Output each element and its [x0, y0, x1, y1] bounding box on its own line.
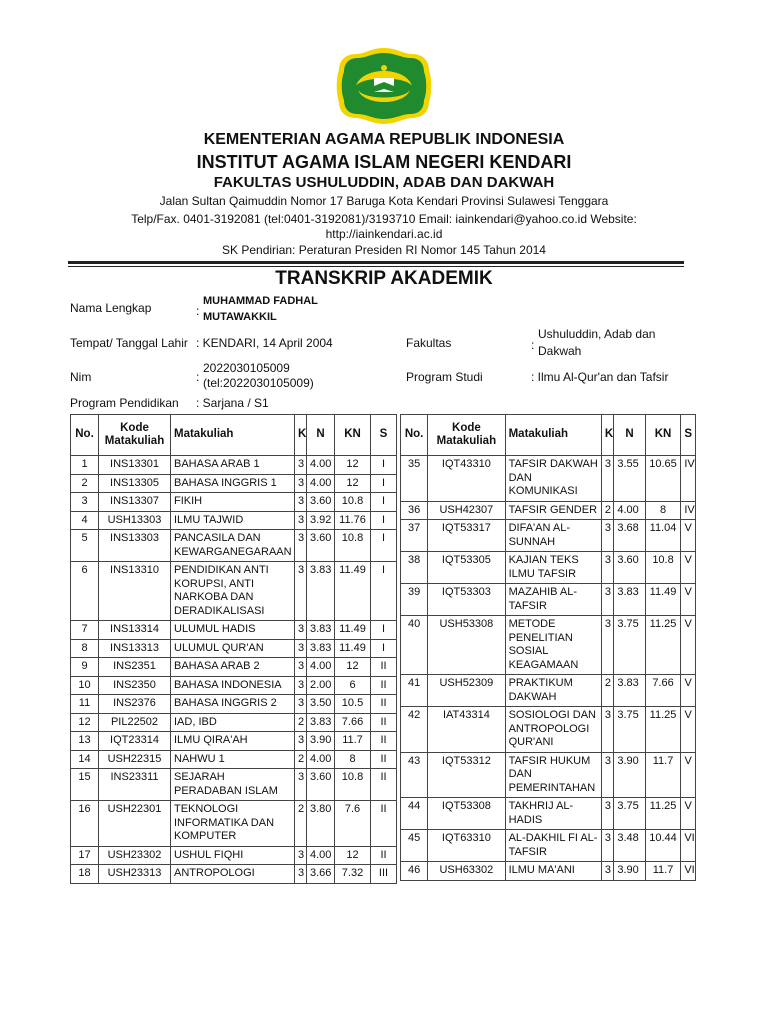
table-row [71, 676, 397, 695]
cell-mk: ILMU TAJWID [171, 511, 295, 530]
faculty-label: Fakultas [406, 336, 452, 350]
cell-no: 5 [71, 530, 99, 562]
cell-k: 3 [295, 456, 307, 475]
cell-mk: ILMU QIRA'AH [171, 732, 295, 751]
cell-no: 6 [71, 562, 99, 621]
cell-kode: INS13307 [99, 493, 171, 512]
faculty-value-line2: Dakwah [538, 344, 582, 358]
cell-no: 4 [71, 511, 99, 530]
birth-label: Tempat/ Tanggal Lahir [70, 336, 188, 350]
cell-kn: 11.49 [335, 562, 371, 621]
cell-n: 3.83 [307, 639, 335, 658]
cell-s: II [371, 658, 397, 677]
col-no-header: No. [401, 415, 428, 456]
cell-n: 2.00 [307, 676, 335, 695]
name-colon: : [196, 304, 200, 318]
cell-n: 3.75 [614, 616, 645, 675]
cell-n: 4.00 [307, 456, 335, 475]
table-row [71, 695, 397, 714]
cell-mk: PRAKTIKUM DAKWAH [505, 675, 601, 707]
cell-no: 13 [71, 732, 99, 751]
cell-k: 3 [295, 530, 307, 562]
cell-kn: 11.25 [645, 616, 681, 675]
table-row [401, 584, 696, 616]
col-kn-header: KN [335, 415, 371, 456]
nim-label: Nim [70, 370, 92, 384]
cell-mk: ILMU MA'ANI [505, 862, 601, 881]
cell-kn: 11.25 [645, 798, 681, 830]
course-table-right [400, 414, 696, 881]
document-title: TRANSKRIP AKADEMIK [275, 268, 493, 289]
cell-no: 46 [401, 862, 428, 881]
name-label: Nama Lengkap [70, 301, 152, 315]
cell-s: II [371, 769, 397, 801]
faculty-value-line1: Ushuluddin, Adab dan [538, 327, 656, 341]
faculty-colon: : [531, 338, 535, 352]
cell-mk: METODE PENELITIAN SOSIAL KEAGAMAAN [505, 616, 601, 675]
cell-no: 8 [71, 639, 99, 658]
table-row [401, 830, 696, 862]
cell-k: 3 [295, 676, 307, 695]
cell-kn: 11.49 [335, 639, 371, 658]
cell-kn: 11.7 [645, 752, 681, 798]
cell-no: 15 [71, 769, 99, 801]
cell-kn: 10.8 [645, 552, 681, 584]
col-kode-header: Kode Matakuliah [428, 415, 505, 456]
cell-n: 4.00 [614, 501, 645, 520]
cell-s: IV [681, 501, 696, 520]
cell-kn: 10.5 [335, 695, 371, 714]
cell-kode: INS2350 [99, 676, 171, 695]
education-value: : Sarjana / S1 [196, 396, 269, 410]
cell-n: 3.50 [307, 695, 335, 714]
table-row [71, 511, 397, 530]
cell-kode: USH23302 [99, 846, 171, 865]
cell-no: 3 [71, 493, 99, 512]
cell-kn: 7.66 [645, 675, 681, 707]
col-no-header: No. [71, 415, 99, 456]
cell-no: 45 [401, 830, 428, 862]
cell-kn: 12 [335, 846, 371, 865]
cell-n: 3.83 [307, 562, 335, 621]
cell-k: 3 [295, 562, 307, 621]
cell-n: 3.60 [307, 769, 335, 801]
cell-mk: BAHASA ARAB 1 [171, 456, 295, 475]
cell-n: 3.68 [614, 520, 645, 552]
table-row [71, 750, 397, 769]
cell-n: 3.80 [307, 801, 335, 847]
iain-kendari-logo [334, 46, 434, 126]
cell-n: 3.48 [614, 830, 645, 862]
cell-mk: TEKNOLOGI INFORMATIKA DAN KOMPUTER [171, 801, 295, 847]
table-row [401, 552, 696, 584]
cell-mk: TAKHRIJ AL-HADIS [505, 798, 601, 830]
cell-k: 3 [601, 520, 614, 552]
table-row [71, 474, 397, 493]
table-row [401, 456, 696, 502]
cell-kode: USH52309 [428, 675, 505, 707]
cell-k: 3 [601, 798, 614, 830]
cell-mk: IAD, IBD [171, 713, 295, 732]
cell-n: 3.83 [307, 621, 335, 640]
cell-kode: IQT43310 [428, 456, 505, 502]
cell-no: 10 [71, 676, 99, 695]
cell-no: 36 [401, 501, 428, 520]
cell-s: II [371, 801, 397, 847]
cell-s: V [681, 798, 696, 830]
cell-kn: 7.32 [335, 865, 371, 884]
cell-no: 1 [71, 456, 99, 475]
cell-mk: TAFSIR GENDER [505, 501, 601, 520]
cell-s: I [371, 530, 397, 562]
cell-kn: 10.8 [335, 493, 371, 512]
cell-n: 3.90 [614, 862, 645, 881]
cell-mk: DIFA'AN AL-SUNNAH [505, 520, 601, 552]
header-divider-thin [68, 266, 684, 267]
cell-k: 2 [295, 801, 307, 847]
cell-no: 17 [71, 846, 99, 865]
institute-heading: INSTITUT AGAMA ISLAM NEGERI KENDARI [196, 152, 572, 172]
cell-k: 2 [295, 750, 307, 769]
cell-k: 3 [601, 456, 614, 502]
table-row [401, 862, 696, 881]
cell-mk: PENDIDIKAN ANTI KORUPSI, ANTI NARKOBA DAN DERADIKALISASI [171, 562, 295, 621]
cell-k: 3 [295, 493, 307, 512]
cell-no: 40 [401, 616, 428, 675]
cell-no: 12 [71, 713, 99, 732]
table-row [401, 752, 696, 798]
table-row [401, 501, 696, 520]
table-row [71, 801, 397, 847]
cell-n: 4.00 [307, 658, 335, 677]
table-row [401, 520, 696, 552]
cell-k: 3 [601, 707, 614, 753]
cell-s: III [371, 865, 397, 884]
cell-s: V [681, 752, 696, 798]
cell-kode: PIL22502 [99, 713, 171, 732]
cell-mk: TAFSIR HUKUM DAN PEMERINTAHAN [505, 752, 601, 798]
website-line: http://iainkendari.ac.id [325, 227, 443, 241]
cell-mk: BAHASA INGGRIS 1 [171, 474, 295, 493]
cell-k: 3 [601, 862, 614, 881]
cell-k: 3 [601, 616, 614, 675]
cell-mk: BAHASA ARAB 2 [171, 658, 295, 677]
cell-n: 3.75 [614, 798, 645, 830]
birth-value: : KENDARI, 14 April 2004 [196, 336, 333, 350]
cell-s: V [681, 616, 696, 675]
cell-kn: 10.8 [335, 530, 371, 562]
cell-k: 3 [601, 752, 614, 798]
col-n-header: N [307, 415, 335, 456]
cell-mk: AL-DAKHIL FI AL-TAFSIR [505, 830, 601, 862]
cell-kn: 12 [335, 456, 371, 475]
cell-kode: INS13301 [99, 456, 171, 475]
cell-no: 18 [71, 865, 99, 884]
cell-k: 2 [601, 675, 614, 707]
table-row [71, 639, 397, 658]
cell-kn: 10.44 [645, 830, 681, 862]
nim-value-line1: 2022030105009 [203, 361, 290, 375]
col-s-header: S [681, 415, 696, 456]
cell-no: 42 [401, 707, 428, 753]
table-row [71, 713, 397, 732]
header-divider-thick [68, 261, 684, 264]
cell-n: 3.92 [307, 511, 335, 530]
cell-s: V [681, 584, 696, 616]
cell-s: V [681, 675, 696, 707]
cell-n: 3.60 [307, 530, 335, 562]
cell-kode: USH22315 [99, 750, 171, 769]
cell-mk: SOSIOLOGI DAN ANTROPOLOGI QUR'ANI [505, 707, 601, 753]
cell-s: I [371, 621, 397, 640]
cell-n: 3.83 [614, 584, 645, 616]
cell-mk: NAHWU 1 [171, 750, 295, 769]
cell-kode: IQT53305 [428, 552, 505, 584]
cell-k: 2 [601, 501, 614, 520]
cell-k: 3 [295, 474, 307, 493]
cell-kn: 7.66 [335, 713, 371, 732]
cell-mk: BAHASA INGGRIS 2 [171, 695, 295, 714]
cell-s: II [371, 676, 397, 695]
address-line: Jalan Sultan Qaimuddin Nomor 17 Baruga Kota Kendari Provinsi Sulawesi Tenggara [159, 194, 609, 208]
cell-k: 3 [601, 552, 614, 584]
cell-no: 39 [401, 584, 428, 616]
cell-s: VI [681, 830, 696, 862]
cell-k: 3 [295, 511, 307, 530]
col-matakuliah-header: Matakuliah [171, 415, 295, 456]
col-n-header: N [614, 415, 645, 456]
student-name-line1: MUHAMMAD FADHAL [203, 295, 318, 307]
cell-kode: INS13310 [99, 562, 171, 621]
cell-mk: SEJARAH PERADABAN ISLAM [171, 769, 295, 801]
cell-s: I [371, 562, 397, 621]
cell-kode: USH22301 [99, 801, 171, 847]
cell-kode: INS23311 [99, 769, 171, 801]
cell-kn: 7.6 [335, 801, 371, 847]
cell-kode: INS13303 [99, 530, 171, 562]
cell-n: 3.66 [307, 865, 335, 884]
program-value: : Ilmu Al-Qur'an dan Tafsir [531, 370, 669, 384]
cell-s: V [681, 552, 696, 584]
cell-k: 2 [295, 713, 307, 732]
cell-s: I [371, 639, 397, 658]
cell-mk: ANTROPOLOGI [171, 865, 295, 884]
cell-kode: INS13314 [99, 621, 171, 640]
cell-kn: 12 [335, 658, 371, 677]
cell-n: 4.00 [307, 846, 335, 865]
cell-mk: BAHASA INDONESIA [171, 676, 295, 695]
cell-k: 3 [295, 846, 307, 865]
table-row [71, 493, 397, 512]
cell-mk: MAZAHIB AL-TAFSIR [505, 584, 601, 616]
table-row [71, 732, 397, 751]
cell-k: 3 [295, 621, 307, 640]
cell-s: II [371, 713, 397, 732]
col-k-header: K [295, 415, 307, 456]
cell-n: 3.60 [307, 493, 335, 512]
cell-no: 43 [401, 752, 428, 798]
student-name-line2: MUTAWAKKIL [203, 311, 277, 323]
education-label: Program Pendidikan [70, 396, 179, 410]
cell-kode: IQT53303 [428, 584, 505, 616]
cell-no: 41 [401, 675, 428, 707]
cell-kn: 11.49 [645, 584, 681, 616]
cell-s: IV [681, 456, 696, 502]
cell-kode: IQT53317 [428, 520, 505, 552]
cell-kode: IQT63310 [428, 830, 505, 862]
cell-s: II [371, 695, 397, 714]
cell-no: 16 [71, 801, 99, 847]
table-row [401, 707, 696, 753]
cell-kn: 11.04 [645, 520, 681, 552]
cell-mk: USHUL FIQHI [171, 846, 295, 865]
cell-no: 14 [71, 750, 99, 769]
cell-mk: FIKIH [171, 493, 295, 512]
cell-k: 3 [295, 769, 307, 801]
cell-mk: ULUMUL HADIS [171, 621, 295, 640]
table-row [71, 769, 397, 801]
table-row [71, 865, 397, 884]
cell-n: 3.83 [614, 675, 645, 707]
cell-kode: INS2376 [99, 695, 171, 714]
cell-no: 37 [401, 520, 428, 552]
cell-kn: 10.65 [645, 456, 681, 502]
cell-s: I [371, 493, 397, 512]
cell-n: 3.90 [614, 752, 645, 798]
table-row [71, 846, 397, 865]
cell-mk: TAFSIR DAKWAH DAN KOMUNIKASI [505, 456, 601, 502]
cell-k: 3 [295, 865, 307, 884]
cell-n: 3.75 [614, 707, 645, 753]
cell-k: 3 [295, 695, 307, 714]
cell-kode: USH63302 [428, 862, 505, 881]
cell-s: I [371, 474, 397, 493]
decree-line: SK Pendirian: Peraturan Presiden RI Nomor 145 Tahun 2014 [222, 243, 546, 257]
nim-value-line2: (tel:2022030105009) [203, 376, 314, 390]
cell-kn: 11.7 [645, 862, 681, 881]
table-header-row [401, 415, 696, 456]
table-row [71, 658, 397, 677]
cell-s: II [371, 732, 397, 751]
cell-s: V [681, 520, 696, 552]
cell-kn: 11.25 [645, 707, 681, 753]
cell-s: I [371, 456, 397, 475]
cell-no: 9 [71, 658, 99, 677]
table-row [401, 675, 696, 707]
cell-no: 7 [71, 621, 99, 640]
cell-kn: 6 [335, 676, 371, 695]
col-kn-header: KN [645, 415, 681, 456]
cell-n: 3.60 [614, 552, 645, 584]
nim-colon: : [196, 370, 200, 384]
cell-s: VI [681, 862, 696, 881]
cell-s: II [371, 846, 397, 865]
cell-n: 3.55 [614, 456, 645, 502]
cell-k: 3 [295, 639, 307, 658]
cell-no: 11 [71, 695, 99, 714]
cell-s: II [371, 750, 397, 769]
cell-kode: INS13313 [99, 639, 171, 658]
cell-k: 3 [601, 830, 614, 862]
table-row [71, 562, 397, 621]
cell-kode: IAT43314 [428, 707, 505, 753]
cell-kn: 11.76 [335, 511, 371, 530]
cell-n: 4.00 [307, 474, 335, 493]
cell-kn: 11.7 [335, 732, 371, 751]
cell-kode: USH42307 [428, 501, 505, 520]
cell-s: V [681, 707, 696, 753]
col-k-header: K [601, 415, 614, 456]
course-table-left [70, 414, 396, 884]
cell-mk: PANCASILA DAN KEWARGANEGARAAN [171, 530, 295, 562]
faculty-heading: FAKULTAS USHULUDDIN, ADAB DAN DAKWAH [213, 174, 555, 191]
cell-no: 44 [401, 798, 428, 830]
cell-kn: 8 [335, 750, 371, 769]
table-row [401, 616, 696, 675]
cell-no: 35 [401, 456, 428, 502]
cell-kode: INS2351 [99, 658, 171, 677]
cell-kn: 12 [335, 474, 371, 493]
cell-no: 38 [401, 552, 428, 584]
contact-line: Telp/Fax. 0401-3192081 (tel:0401-3192081)/3193710 Email: iainkendari@yahoo.co.id Website: [131, 212, 637, 226]
program-label: Program Studi [406, 370, 483, 384]
cell-s: I [371, 511, 397, 530]
ministry-heading: KEMENTERIAN AGAMA REPUBLIK INDONESIA [203, 131, 565, 148]
cell-kode: IQT53312 [428, 752, 505, 798]
col-s-header: S [371, 415, 397, 456]
cell-k: 3 [295, 732, 307, 751]
cell-kn: 10.8 [335, 769, 371, 801]
cell-kode: USH23313 [99, 865, 171, 884]
cell-kode: INS13305 [99, 474, 171, 493]
cell-mk: ULUMUL QUR'AN [171, 639, 295, 658]
cell-k: 3 [601, 584, 614, 616]
cell-mk: KAJIAN TEKS ILMU TAFSIR [505, 552, 601, 584]
col-matakuliah-header: Matakuliah [505, 415, 601, 456]
table-row [401, 798, 696, 830]
cell-kode: IQT23314 [99, 732, 171, 751]
cell-kode: USH53308 [428, 616, 505, 675]
table-header-row [71, 415, 397, 456]
table-row [71, 621, 397, 640]
cell-kn: 11.49 [335, 621, 371, 640]
cell-n: 4.00 [307, 750, 335, 769]
cell-k: 3 [295, 658, 307, 677]
col-kode-header: Kode Matakuliah [99, 415, 171, 456]
cell-kn: 8 [645, 501, 681, 520]
table-row [71, 456, 397, 475]
cell-kode: IQT53308 [428, 798, 505, 830]
cell-kode: USH13303 [99, 511, 171, 530]
cell-n: 3.83 [307, 713, 335, 732]
cell-no: 2 [71, 474, 99, 493]
table-row [71, 530, 397, 562]
cell-n: 3.90 [307, 732, 335, 751]
